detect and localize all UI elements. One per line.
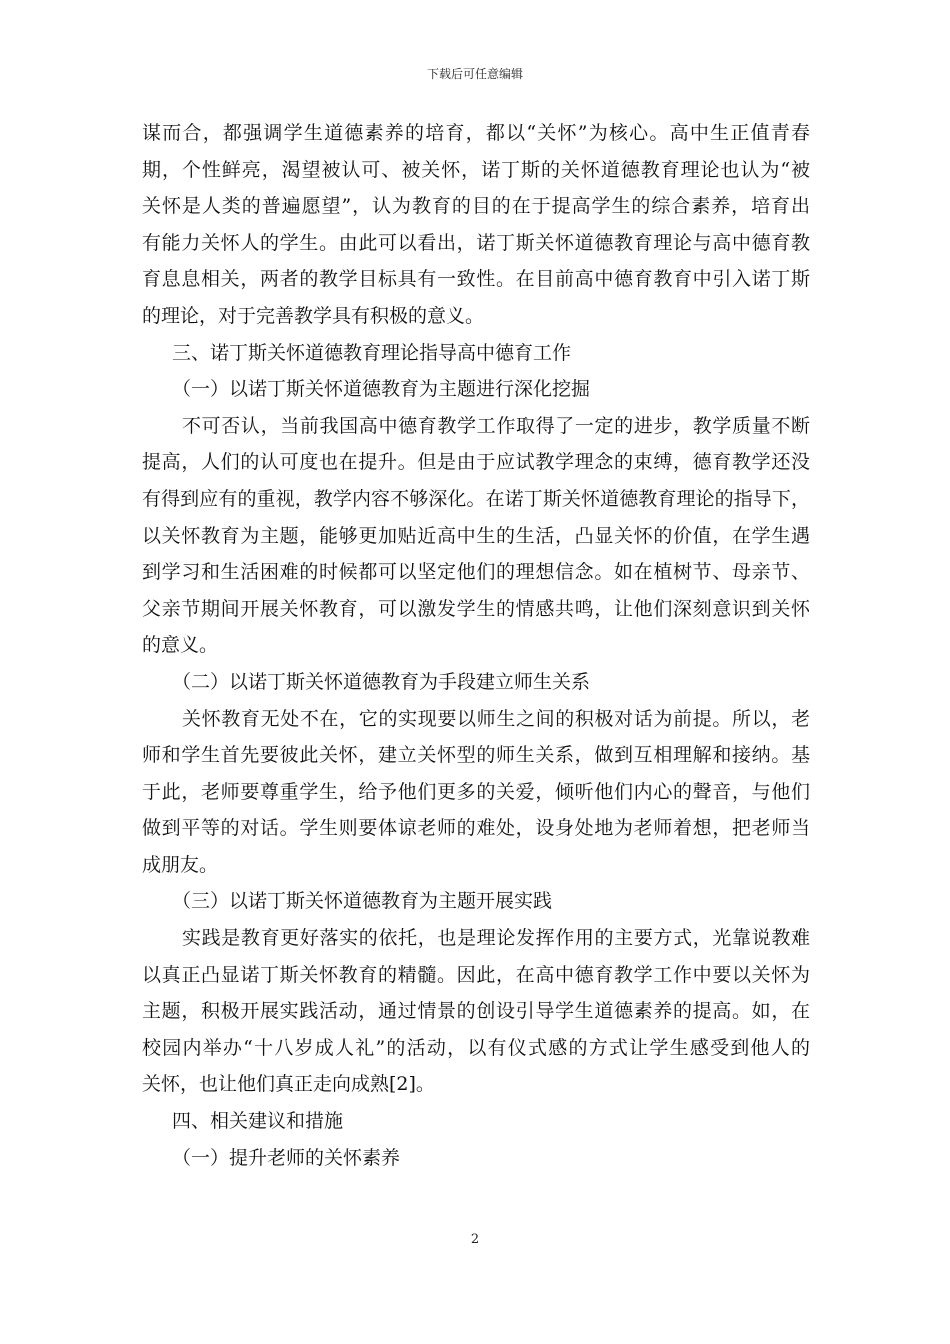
text-line: 关怀是人类的普遍愿望”，认为教育的目的在于提高学生的综合素养，培育出 [142, 195, 810, 218]
document-body [142, 115, 810, 1176]
section-heading-text: 四、相关建议和措施 [172, 1110, 344, 1133]
text-line: 主题，积极开展实践活动，通过情景的创设引导学生道德素养的提高。如，在 [142, 1000, 810, 1023]
text-line: 校园内举办“十八岁成人礼”的活动，以有仪式感的方式让学生感受到他人的 [142, 1036, 810, 1059]
subsection-heading-text: （一）提升老师的关怀素养 [172, 1146, 401, 1169]
paragraph-continued [142, 115, 810, 335]
paragraph [142, 701, 810, 884]
section-heading-text: 三、诺丁斯关怀道德教育理论指导高中德育工作 [172, 341, 572, 364]
text-line: 于此，老师要尊重学生，给予他们更多的关爱，倾听他们内心的聲音，与他们 [142, 780, 810, 803]
text-line: 有得到应有的重视，教学内容不够深化。在诺丁斯关怀道德教育理论的指导下， [142, 487, 810, 510]
text-line: 不可否认，当前我国高中德育教学工作取得了一定的进步，教学质量不断 [182, 414, 810, 437]
subsection-heading [142, 883, 810, 920]
text-line: 有能力关怀人的学生。由此可以看出，诺丁斯关怀道德教育理论与高中德育教 [142, 231, 810, 254]
text-line: 父亲节期间开展关怀教育，可以激发学生的情感共鸣，让他们深刻意识到关怀 [142, 597, 810, 620]
text-line: 谋而合，都强调学生道德素养的培育，都以“关怀”为核心。高中生正值青春 [142, 122, 810, 144]
text-line: 期，个性鲜亮，渴望被认可、被关怀，诺丁斯的关怀道德教育理论也认为“被 [142, 158, 810, 181]
subsection-heading-text: （一）以诺丁斯关怀道德教育为主题进行深化挖掘 [172, 378, 591, 401]
text-line: 以关怀教育为主题，能够更加贴近高中生的生活，凸显关怀的价值，在学生遇 [142, 524, 810, 547]
text-line: 育息息相关，两者的教学目标具有一致性。在目前高中德育教育中引入诺丁斯 [142, 268, 810, 291]
subsection-heading [142, 371, 810, 408]
text-line: 关怀教育无处不在，它的实现要以师生之间的积极对话为前提。所以，老 [182, 707, 810, 730]
text-line: 成朋友。 [142, 853, 219, 876]
page-header: 下载后可任意编辑 [426, 67, 523, 81]
paragraph [142, 920, 810, 1103]
page-number: 2 [470, 1232, 480, 1247]
text-line: 提高，人们的认可度也在提升。但是由于应试教学理念的束缚，德育教学还没 [142, 451, 810, 474]
text-line: 做到平等的对话。学生则要体谅老师的难处，设身处地为老师着想，把老师当 [142, 817, 810, 840]
text-line: 关怀，也让他们真正走向成熟[2]。 [142, 1073, 435, 1096]
text-line: 以真正凸显诺丁斯关怀教育的精髓。因此，在高中德育教学工作中要以关怀为 [142, 963, 810, 986]
subsection-heading-text: （二）以诺丁斯关怀道德教育为手段建立师生关系 [172, 670, 591, 693]
text-line: 实践是教育更好落实的依托，也是理论发挥作用的主要方式，光靠说教难 [182, 927, 810, 950]
subsection-heading [142, 1140, 810, 1177]
section-heading [142, 1103, 810, 1140]
text-line: 的理论，对于完善教学具有积极的意义。 [142, 304, 485, 327]
text-line: 到学习和生活困难的时候都可以坚定他们的理想信念。如在植树节、母亲节、 [142, 561, 810, 584]
subsection-heading-text: （三）以诺丁斯关怀道德教育为主题开展实践 [172, 890, 553, 913]
paragraph [142, 408, 810, 664]
section-heading [142, 335, 810, 372]
subsection-heading [142, 664, 810, 701]
text-line: 师和学生首先要彼此关怀，建立关怀型的师生关系，做到互相理解和接纳。基 [142, 744, 810, 767]
text-line: 的意义。 [142, 634, 219, 657]
